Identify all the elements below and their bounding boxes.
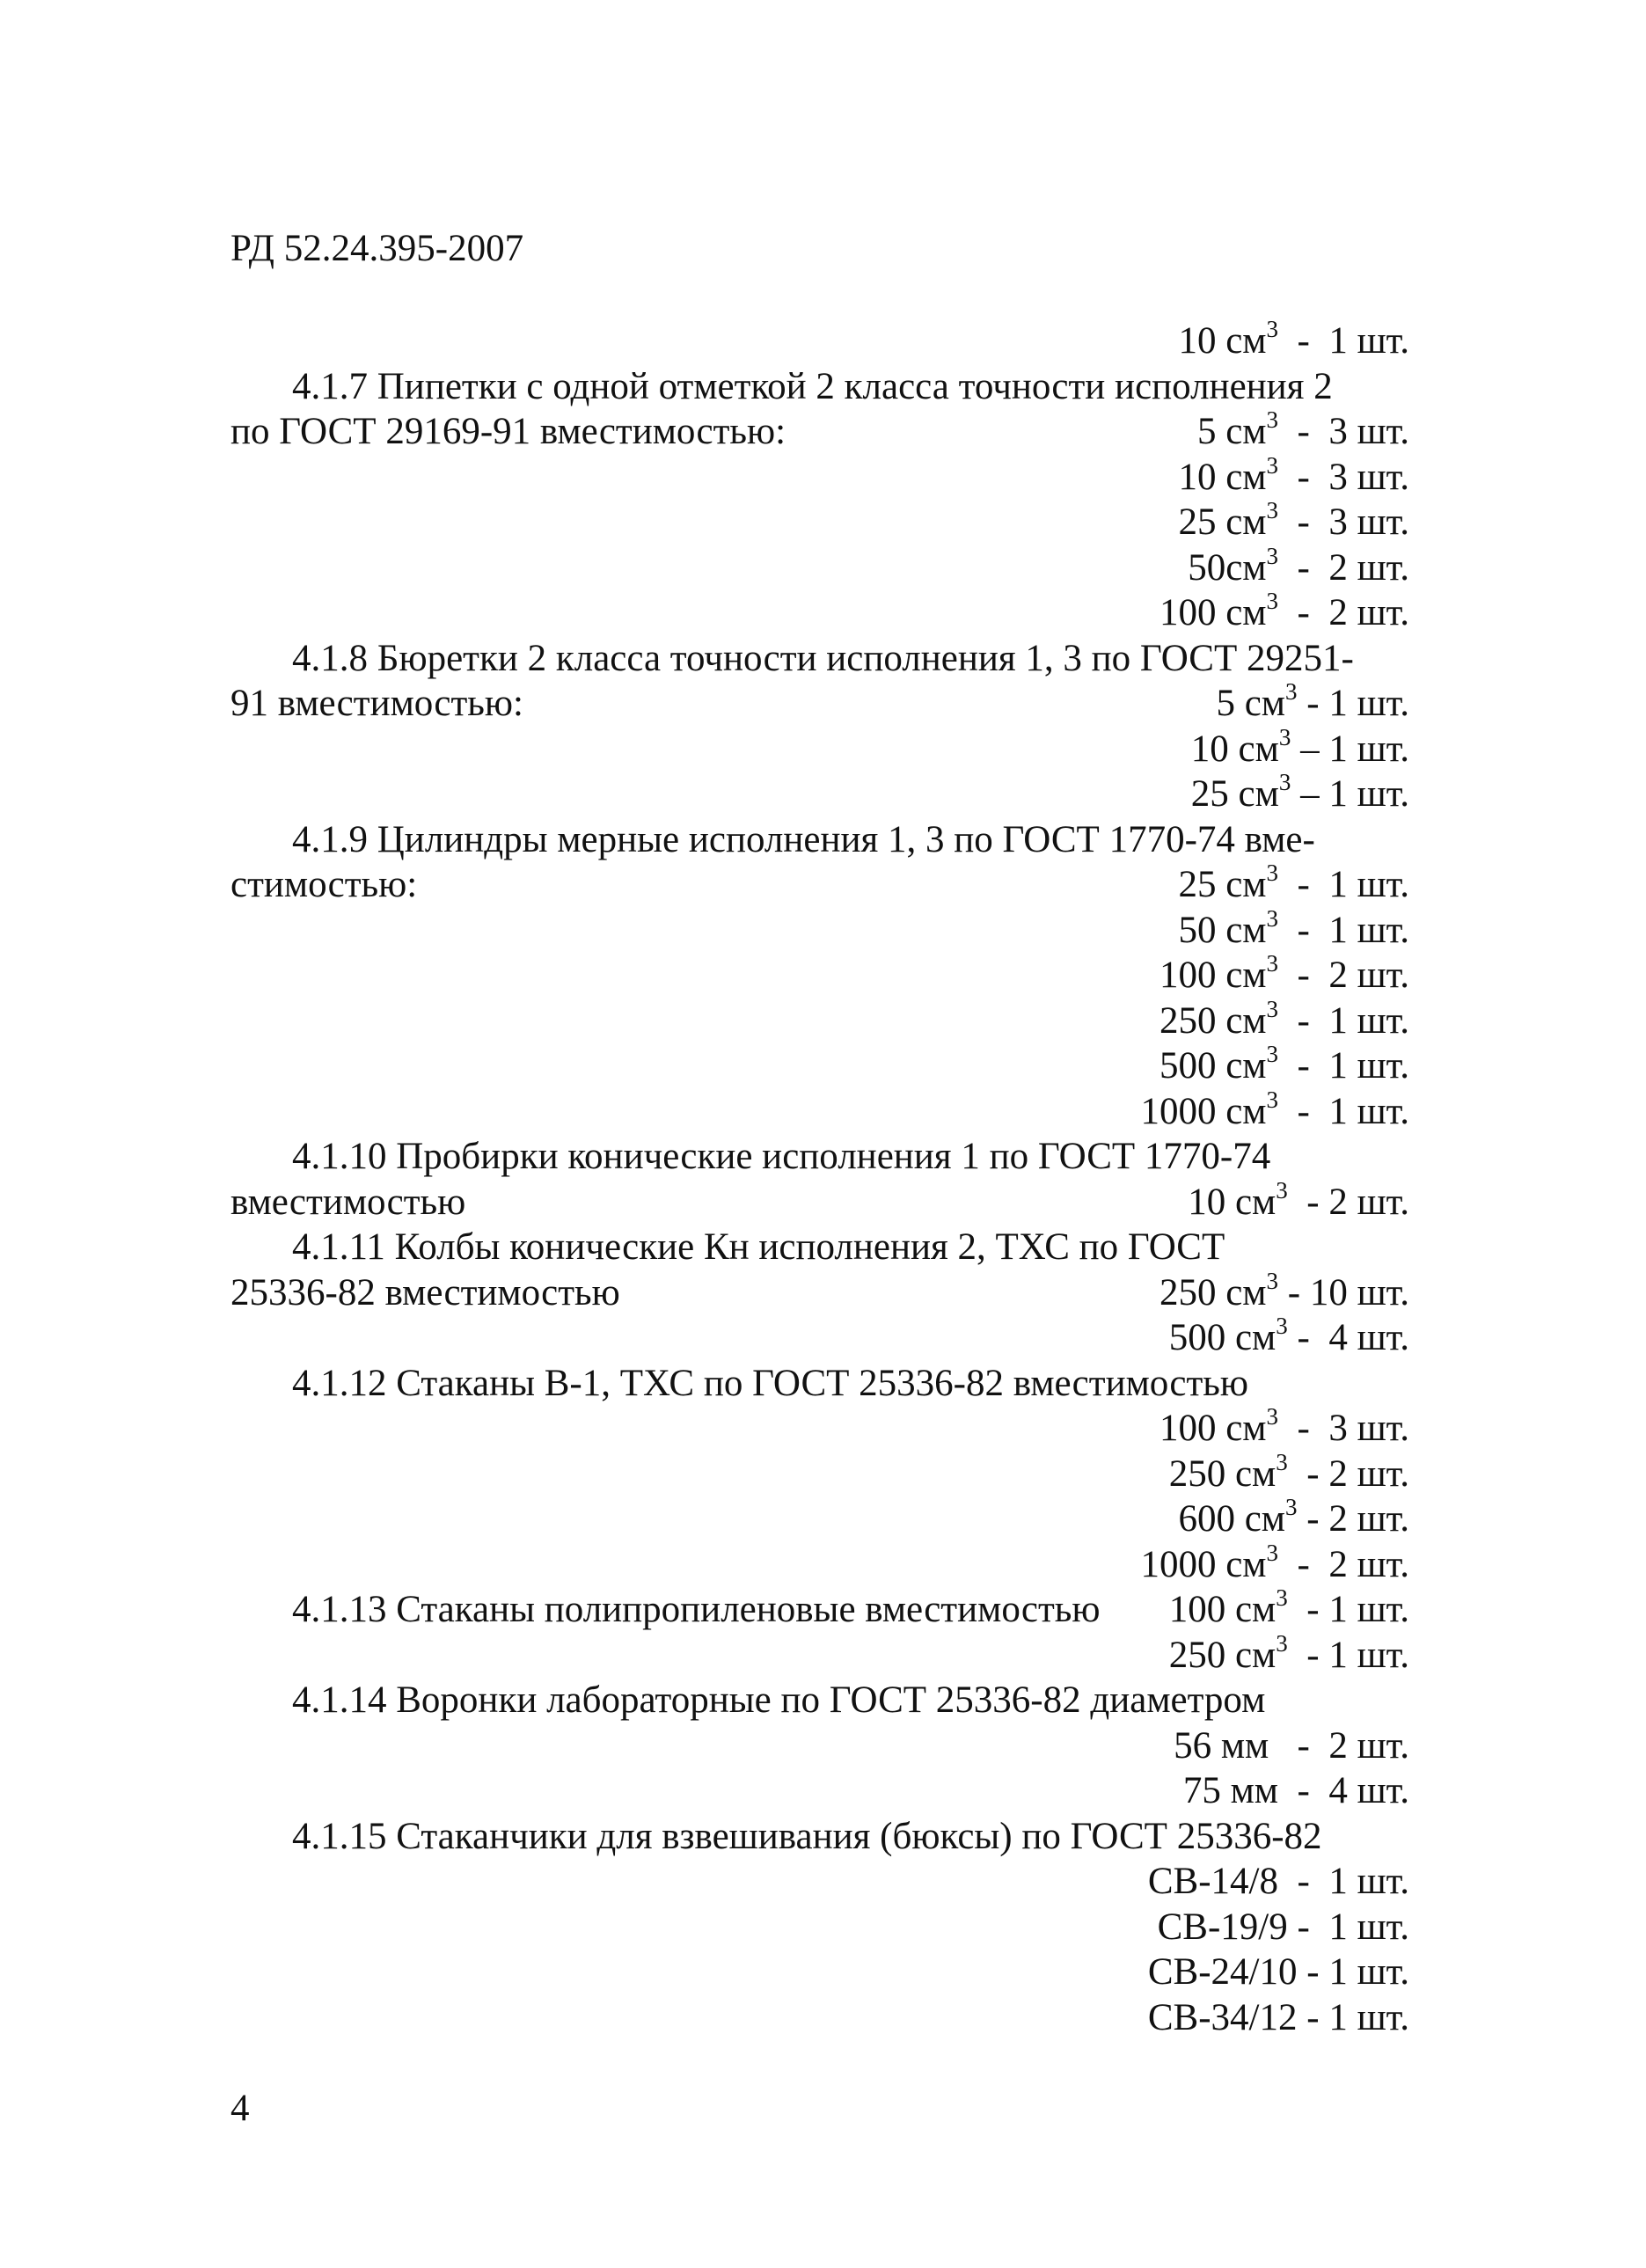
quantity-entry xyxy=(1174,1723,1409,1769)
count-value: - 1 шт. xyxy=(1287,1634,1409,1676)
count-value: - 1 шт. xyxy=(1278,909,1409,951)
unit-exponent: 3 xyxy=(1266,860,1278,886)
count-value: - 1 шт. xyxy=(1297,683,1409,724)
count-value: - 2 шт. xyxy=(1278,955,1409,996)
list-line xyxy=(230,1584,1409,1633)
item-heading: 4.1.11 Колбы конические Кн исполнения 2, ТХС по ГОСТ xyxy=(292,1226,1225,1268)
list-line xyxy=(230,1768,1409,1814)
count-value: - 2 шт. xyxy=(1287,1452,1409,1495)
unit-exponent: 3 xyxy=(1276,1629,1288,1657)
list-line xyxy=(230,1496,1409,1542)
quantity-entry xyxy=(1140,1539,1409,1588)
list-line xyxy=(230,1814,1409,1860)
list-line xyxy=(230,862,1409,908)
list-line xyxy=(230,542,1409,591)
list-line xyxy=(230,817,1409,863)
document-code: РД 52.24.395-2007 xyxy=(230,228,524,269)
unit-exponent: 3 xyxy=(1266,1267,1278,1294)
volume-value: 50см xyxy=(1188,546,1267,589)
quantity-entry xyxy=(1178,862,1409,908)
quantity-entry xyxy=(1159,1403,1409,1452)
count-value: - 2 шт. xyxy=(1278,1543,1409,1585)
unit-exponent: 3 xyxy=(1276,1448,1288,1475)
quantity-entry xyxy=(1178,451,1409,501)
quantity-entry xyxy=(1190,769,1409,817)
volume-value: 250 см xyxy=(1168,1452,1277,1495)
unit-exponent: 3 xyxy=(1278,723,1291,750)
count-value: - 2 шт. xyxy=(1278,592,1409,633)
unit-exponent: 3 xyxy=(1276,1584,1288,1611)
count-value: - 3 шт. xyxy=(1278,411,1409,452)
unit-exponent: 3 xyxy=(1266,1539,1278,1566)
volume-value: 25 см xyxy=(1178,501,1267,543)
unit-exponent: 3 xyxy=(1266,406,1278,433)
unit-exponent: 3 xyxy=(1266,1086,1278,1113)
volume-value: 10 см xyxy=(1178,456,1267,498)
list-line xyxy=(230,995,1409,1044)
item-heading: 4.1.12 Стаканы В-1, ТХС по ГОСТ 25336-82 вместимостью xyxy=(292,1362,1248,1404)
volume-value: 1000 см xyxy=(1140,1543,1267,1585)
quantity-entry xyxy=(1178,904,1409,954)
quantity-entry xyxy=(1148,1995,1409,2041)
count-value: – 1 шт. xyxy=(1291,773,1409,815)
quantity-entry xyxy=(1148,1950,1409,1995)
quantity-entry xyxy=(1159,950,1409,999)
list-line xyxy=(230,406,1409,455)
count-value: - 2 шт. xyxy=(1287,1181,1409,1223)
list-line xyxy=(230,1723,1409,1769)
list-line xyxy=(230,1539,1409,1588)
list-line xyxy=(230,1176,1409,1225)
list-line xyxy=(230,1043,1409,1089)
equipment-list xyxy=(230,318,1409,2040)
count-value: - 1 шт. xyxy=(1278,1045,1409,1086)
list-line xyxy=(230,364,1409,410)
count-value: - 1 шт. xyxy=(1278,999,1409,1042)
quantity-entry xyxy=(1168,1629,1409,1679)
volume-value: 5 см xyxy=(1196,411,1267,452)
volume-value: 500 см xyxy=(1168,1317,1277,1358)
volume-value: 250 см xyxy=(1159,999,1267,1042)
quantity-entry xyxy=(1178,497,1409,545)
volume-value: 25 см xyxy=(1190,773,1279,815)
volume-value: 5 см xyxy=(1216,683,1285,724)
quantity-entry xyxy=(1168,1584,1409,1633)
volume-value: 10 см xyxy=(1190,728,1279,770)
unit-exponent: 3 xyxy=(1266,542,1278,569)
quantity-entry xyxy=(1183,1768,1409,1814)
item-text: стимостью: xyxy=(230,864,418,905)
item-heading: 4.1.8 Бюретки 2 класса точности исполнения 1, 3 по ГОСТ 29251- xyxy=(292,637,1354,679)
volume-value: 100 см xyxy=(1159,592,1267,633)
count-value: - 3 шт. xyxy=(1278,501,1409,543)
list-line xyxy=(230,1950,1409,1995)
list-line xyxy=(230,1267,1409,1316)
unit-exponent: 3 xyxy=(1266,950,1278,977)
count-value: - 1 шт. xyxy=(1287,1589,1409,1630)
quantity-entry xyxy=(1148,1859,1409,1905)
list-line xyxy=(230,318,1409,364)
volume-value: 10 см xyxy=(1188,1181,1277,1223)
count-value: - 2 шт. xyxy=(1269,1724,1409,1767)
volume-value: 75 мм xyxy=(1182,1770,1278,1811)
unit-exponent: 3 xyxy=(1266,451,1278,479)
item-text: 25336-82 вместимостью xyxy=(230,1271,620,1313)
list-line xyxy=(230,636,1409,682)
list-line xyxy=(230,497,1409,545)
unit-exponent: 3 xyxy=(1278,769,1291,795)
volume-value: 100 см xyxy=(1159,1408,1267,1449)
quantity-entry xyxy=(1178,1496,1409,1542)
volume-value: 500 см xyxy=(1159,1045,1267,1086)
list-line xyxy=(230,678,1409,727)
list-line xyxy=(230,1678,1409,1723)
count-value: – 1 шт. xyxy=(1291,728,1409,770)
quantity-entry xyxy=(1188,1176,1409,1225)
volume-value: 1000 см xyxy=(1140,1090,1267,1132)
volume-value: СВ-19/9 xyxy=(1157,1906,1288,1948)
list-line xyxy=(230,1448,1409,1497)
list-line xyxy=(230,1859,1409,1905)
list-line xyxy=(230,1403,1409,1452)
volume-value: 25 см xyxy=(1178,864,1267,905)
unit-exponent: 3 xyxy=(1276,1313,1288,1339)
quantity-entry xyxy=(1159,995,1409,1044)
volume-value: 56 мм xyxy=(1174,1724,1269,1767)
item-heading: 4.1.14 Воронки лабораторные по ГОСТ 25336-82 диаметром xyxy=(292,1679,1266,1721)
volume-value: 600 см xyxy=(1178,1498,1285,1540)
list-line xyxy=(230,1086,1409,1135)
list-line xyxy=(230,1134,1409,1180)
item-heading: 4.1.13 Стаканы полипропиленовые вместимостью xyxy=(292,1589,1101,1630)
volume-value: СВ-34/12 xyxy=(1147,1996,1298,2038)
volume-value: СВ-14/8 xyxy=(1147,1861,1278,1902)
count-value: - 1 шт. xyxy=(1278,1861,1409,1902)
count-value: - 3 шт. xyxy=(1278,1408,1409,1449)
quantity-entry xyxy=(1168,1448,1409,1497)
quantity-entry xyxy=(1188,542,1409,591)
list-line xyxy=(230,723,1409,772)
unit-exponent: 3 xyxy=(1285,678,1298,705)
unit-exponent: 3 xyxy=(1285,1494,1298,1520)
unit-exponent: 3 xyxy=(1266,904,1278,932)
unit-exponent: 3 xyxy=(1266,1403,1278,1430)
count-value: - 1 шт. xyxy=(1297,1951,1409,1993)
quantity-entry xyxy=(1196,406,1409,455)
unit-exponent: 3 xyxy=(1266,1041,1278,1067)
item-heading: 4.1.7 Пипетки с одной отметкой 2 класса точности исполнения 2 xyxy=(292,365,1333,407)
list-line xyxy=(230,590,1409,636)
volume-value: 100 см xyxy=(1168,1589,1277,1630)
item-heading: 4.1.10 Пробирки конические исполнения 1 по ГОСТ 1770-74 xyxy=(292,1136,1271,1177)
list-line xyxy=(230,950,1409,999)
unit-exponent: 3 xyxy=(1266,588,1278,614)
unit-exponent: 3 xyxy=(1266,316,1278,342)
item-heading: 4.1.9 Цилиндры мерные исполнения 1, 3 по ГОСТ 1770-74 вме- xyxy=(292,818,1315,860)
count-value: - 2 шт. xyxy=(1278,546,1409,589)
item-text: 91 вместимостью: xyxy=(230,683,523,724)
quantity-entry xyxy=(1216,678,1409,727)
quantity-entry xyxy=(1159,1267,1409,1316)
count-value: - 2 шт. xyxy=(1297,1498,1409,1540)
unit-exponent: 3 xyxy=(1276,1176,1288,1204)
quantity-entry xyxy=(1158,1905,1409,1950)
quantity-entry xyxy=(1190,723,1409,772)
count-value: - 10 шт. xyxy=(1278,1271,1409,1313)
count-value: - 1 шт. xyxy=(1278,864,1409,905)
volume-value: 100 см xyxy=(1159,955,1267,996)
volume-value: 50 см xyxy=(1178,909,1267,951)
quantity-entry xyxy=(1178,318,1409,364)
volume-value: 10 см xyxy=(1178,320,1267,362)
page-number: 4 xyxy=(230,2088,250,2129)
list-line xyxy=(230,904,1409,954)
count-value: - 3 шт. xyxy=(1278,456,1409,498)
count-value: - 1 шт. xyxy=(1297,1996,1409,2038)
list-line xyxy=(230,1361,1409,1407)
quantity-entry xyxy=(1160,590,1409,636)
quantity-entry xyxy=(1140,1086,1409,1135)
count-value: - 1 шт. xyxy=(1278,1090,1409,1132)
item-text: вместимостью xyxy=(230,1181,466,1223)
volume-value: СВ-24/10 xyxy=(1147,1951,1298,1993)
count-value: - 1 шт. xyxy=(1278,320,1409,362)
count-value: - 1 шт. xyxy=(1287,1906,1409,1948)
list-line xyxy=(230,1905,1409,1950)
list-line xyxy=(230,451,1409,501)
item-heading: 4.1.15 Стаканчики для взвешивания (бюксы) по ГОСТ 25336-82 xyxy=(292,1815,1322,1857)
list-line xyxy=(230,1315,1409,1361)
quantity-entry xyxy=(1160,1043,1409,1089)
list-line xyxy=(230,769,1409,817)
unit-exponent: 3 xyxy=(1266,497,1278,523)
volume-value: 250 см xyxy=(1168,1634,1277,1676)
unit-exponent: 3 xyxy=(1266,995,1278,1022)
volume-value: 250 см xyxy=(1159,1271,1267,1313)
list-line xyxy=(230,1629,1409,1679)
list-line xyxy=(230,1225,1409,1270)
list-line xyxy=(230,1995,1409,2041)
quantity-entry xyxy=(1169,1315,1409,1361)
count-value: - 4 шт. xyxy=(1287,1317,1409,1358)
item-text: по ГОСТ 29169-91 вместимостью: xyxy=(230,411,786,452)
count-value: - 4 шт. xyxy=(1278,1770,1409,1811)
